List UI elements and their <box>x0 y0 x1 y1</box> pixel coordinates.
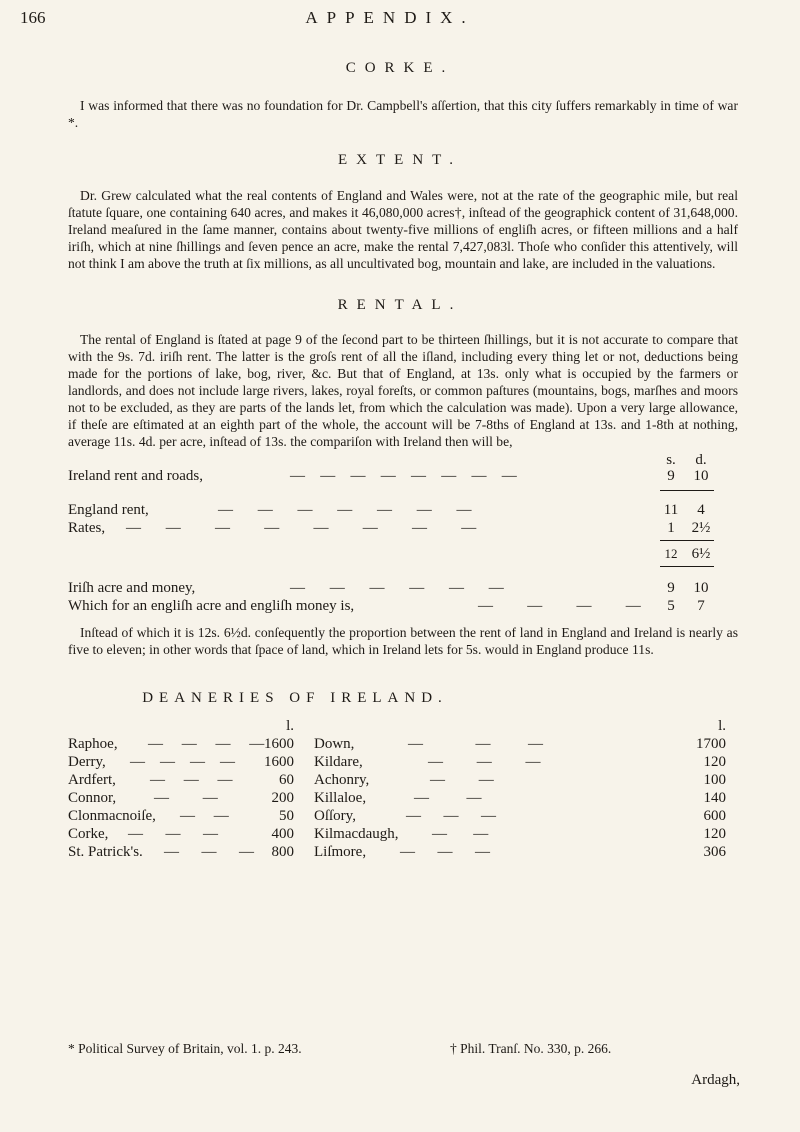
unit-right: l. <box>718 718 726 734</box>
deanery-value: 50 <box>279 808 294 824</box>
rental-conclusion: Inſtead of which it is 12s. 6½d. conſequently the proportion between the rent of land in England and Ireland is nearly as five to eleven; in other words that ſpace of land, which in Ireland lets for 5s. would in England produce 11s. <box>68 625 738 657</box>
sum-rule <box>660 540 714 541</box>
account-label: Rates, <box>68 520 106 536</box>
catchword: Ardagh, <box>691 1072 740 1088</box>
deanery-row <box>68 844 738 862</box>
leader-dashes: — — <box>414 790 482 806</box>
corke-paragraph: I was informed that there was no foundation for Dr. Campbell's aſſertion, that this city ſuffers remarkably in time of war *. <box>68 98 738 130</box>
deanery-value: 600 <box>703 808 726 824</box>
account-shillings: 11 <box>663 502 679 518</box>
deanery-name: Liſmore, <box>314 844 367 860</box>
deanery-row <box>68 754 738 772</box>
deanery-name: Oſſory, <box>314 808 356 824</box>
section-title-rental: RENTAL. <box>337 297 463 313</box>
page-header <box>20 8 760 42</box>
account-row <box>68 598 718 618</box>
leader-dashes: — — <box>432 826 489 842</box>
footnote-star: * Political Survey of Britain, vol. 1. p. 243. <box>68 1041 302 1056</box>
leader-dashes: — — — — — — — <box>218 502 473 518</box>
deanery-value: 1700 <box>696 736 726 752</box>
deanery-value: 60 <box>279 772 294 788</box>
account-row <box>68 502 718 522</box>
deanery-name: Ardfert, <box>68 772 116 788</box>
deanery-value: 1600 <box>264 736 294 752</box>
leader-dashes: — — — <box>128 826 218 842</box>
deanery-name: Derry, <box>68 754 106 770</box>
deanery-value: 120 <box>703 754 726 770</box>
deanery-name: Kildare, <box>314 754 363 770</box>
account-shillings: 9 <box>667 580 675 596</box>
leader-dashes: — — — — — — — — <box>290 468 518 484</box>
page-number: 166 <box>20 8 46 27</box>
deanery-value: 306 <box>703 844 726 860</box>
leader-dashes: — — — — <box>478 598 642 614</box>
section-title-extent: EXTENT. <box>338 152 462 168</box>
footnote-dagger: † Phil. Tranſ. No. 330, p. 266. <box>450 1041 612 1056</box>
deanery-name: Raphoe, <box>68 736 118 752</box>
subtotal-shillings: 12 <box>664 546 678 561</box>
section-title-corke: CORKE. <box>345 60 455 76</box>
account-pence: 10 <box>693 468 709 484</box>
deanery-row <box>68 826 738 844</box>
deanery-value: 200 <box>271 790 294 806</box>
leader-dashes: — — — <box>150 772 233 788</box>
deanery-value: 100 <box>703 772 726 788</box>
account-label: England rent, <box>68 502 149 518</box>
deanery-value: 120 <box>703 826 726 842</box>
deanery-row <box>68 808 738 826</box>
pence-head: d. <box>695 452 707 468</box>
account-shillings: 5 <box>667 598 675 614</box>
leader-dashes: — — — — <box>148 736 265 752</box>
leader-dashes: — — — <box>164 844 254 860</box>
account-shillings: 1 <box>667 520 675 536</box>
rental-paragraph: The rental of England is ſtated at page 9 of the ſecond part to be thirteen ſhillings, but it is not accurate to compare that with the 9s. 7d. iriſh rent. The latter is the groſs rent of all the iſland, including every thing let or not, deductions being made for the portions of lake, bog, river, &c. But that of England, at 13s. only what is occupied by the farmers or landlords, and does not include large rivers, lakes, royal foreſts, or common paſtures (mountains, bogs, marſhes and moors not to be excluded, as they are parts of the lands let, from which the calculation was made). Upon a very large allowance, if theſe are eſtimated at an eighth part of the whole, the account will be 7-8ths of England at 13s. and 1-8th at nothing, average 11s. 4d. per acre, inſtead of 13s. the compariſon with Ireland then will be, <box>68 332 738 449</box>
account-row <box>68 468 718 488</box>
deanery-name: Kilmacdaugh, <box>314 826 399 842</box>
leader-dashes: — — — <box>400 844 490 860</box>
deanery-name: Connor, <box>68 790 117 806</box>
deanery-name: St. Patrick's. <box>68 844 143 860</box>
deanery-name: Clonmacnoiſe, <box>68 808 156 824</box>
deanery-value: 1600 <box>264 754 294 770</box>
deanery-name: Achonry, <box>314 772 370 788</box>
account-row <box>68 580 718 600</box>
shillings-head: s. <box>666 452 676 468</box>
deanery-value: 800 <box>271 844 294 860</box>
leader-dashes: — — <box>180 808 229 824</box>
account-row <box>68 520 718 540</box>
account-label: Iriſh acre and money, <box>68 580 196 596</box>
account-pence: 7 <box>697 598 705 614</box>
deanery-name: Down, <box>314 736 355 752</box>
subtotal-pence: 6½ <box>691 546 711 562</box>
account-subtotal-row <box>68 546 718 566</box>
deanery-value: 400 <box>271 826 294 842</box>
running-head: APPENDIX. <box>305 8 475 27</box>
deanery-name: Killaloe, <box>314 790 367 806</box>
deaneries-unit-row <box>68 718 738 736</box>
account-pence: 2½ <box>691 520 711 536</box>
sum-rule <box>660 490 714 491</box>
leader-dashes: — — <box>430 772 494 788</box>
deanery-row <box>68 736 738 754</box>
leader-dashes: — — — <box>428 754 541 770</box>
account-pence: 10 <box>693 580 709 596</box>
leader-dashes: — — — — — — — — <box>126 520 478 536</box>
account-pence: 4 <box>697 502 705 518</box>
deanery-row <box>68 790 738 808</box>
leader-dashes: — — <box>154 790 218 806</box>
leader-dashes: — — — <box>406 808 496 824</box>
leader-dashes: — — — <box>408 736 543 752</box>
account-label: Which for an engliſh acre and engliſh money is, <box>68 598 355 614</box>
deanery-row <box>68 772 738 790</box>
account-label: Ireland rent and roads, <box>68 468 203 484</box>
unit-left: l. <box>286 718 294 734</box>
section-title-deaneries: DEANERIES OF IRELAND. <box>142 690 448 706</box>
deanery-name: Corke, <box>68 826 109 842</box>
account-shillings: 9 <box>667 468 675 484</box>
leader-dashes: — — — — — — <box>290 580 505 596</box>
extent-paragraph: Dr. Grew calculated what the real contents of England and Wales were, not at the rate of the geographic mile, but real ſtatute ſquare, one containing 640 acres, and makes it 46,080,000 acres†, inſtead of the geographick content of 31,648,000. Ireland meaſured in the ſame manner, contains about twenty-five millions of engliſh acres, or fifteen millions and a half iriſh, which at nine ſhillings and ſeven pence an acre, make the rental 7,427,083l. Thoſe who conſider this attentively, will not think I am above the truth at ſix millions, as all uncultivated bog, mountain and lake, are included in the valuations. <box>68 188 738 271</box>
sum-rule <box>660 566 714 567</box>
deanery-value: 140 <box>703 790 726 806</box>
leader-dashes: — — — — <box>130 754 235 770</box>
